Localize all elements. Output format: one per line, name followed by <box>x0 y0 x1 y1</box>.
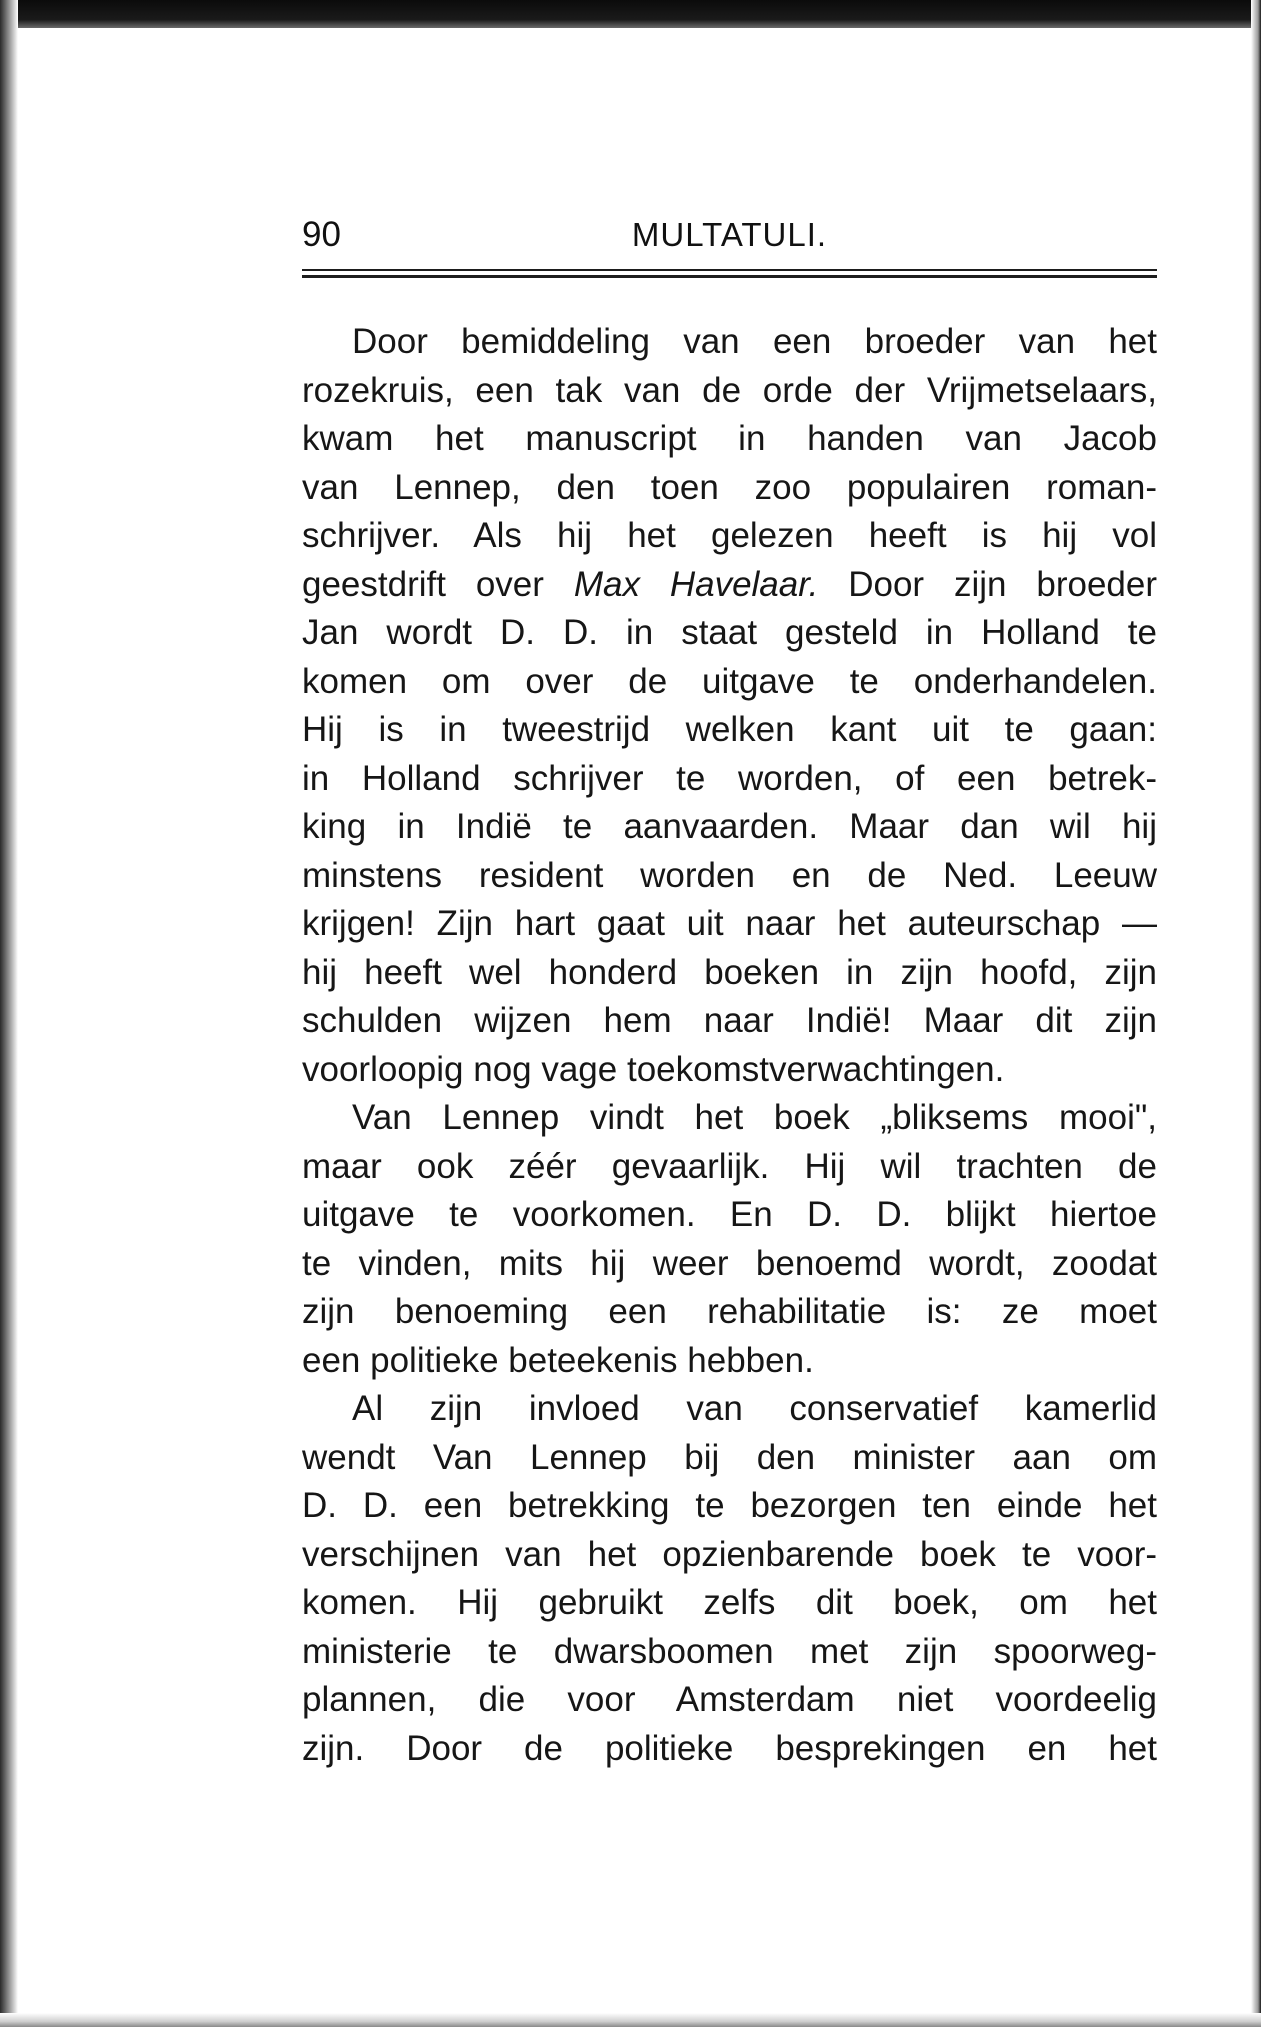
text-line: king in Indië te aanvaarden. Maar dan wil hij <box>302 807 1157 846</box>
text-line: krijgen! Zijn hart gaat uit naar het auteurschap — <box>302 904 1157 943</box>
running-title: MULTATULI. <box>631 216 828 253</box>
text-line: Al zijn invloed van conservatief kamerlid <box>352 1389 1157 1428</box>
header-rule-thin <box>302 269 1157 271</box>
text-line: Jan wordt D. D. in staat gesteld in Holland te <box>302 613 1157 652</box>
text-line: wendt Van Lennep bij den minister aan om <box>302 1437 1157 1477</box>
text-line: zijn. Door de politieke besprekingen en het <box>302 1728 1157 1768</box>
text-segment: Door zijn broeder <box>848 564 1157 604</box>
text-line: plannen, die voor Amsterdam niet voordeelig <box>302 1680 1157 1719</box>
text-line: komen om over de uitgave te onderhandelen. <box>302 661 1157 701</box>
text-line: verschijnen van het opzienbarende boek te voor- <box>302 1534 1157 1574</box>
scan-left-edge <box>0 0 18 2027</box>
header-rule-thick <box>302 275 1157 278</box>
text-line: Door bemiddeling van een broeder van het <box>352 322 1157 361</box>
text-line: D. D. een betrekking te bezorgen ten einde het <box>302 1486 1157 1525</box>
book-title-italic: Max Havelaar. <box>573 564 819 604</box>
text-line: schrijver. Als hij het gelezen heeft is hij vol <box>302 516 1157 555</box>
text-line: kwam het manuscript in handen van Jacob <box>302 419 1157 458</box>
text-line: maar ook zéér gevaarlijk. Hij wil trachten de <box>302 1146 1157 1186</box>
text-line: uitgave te voorkomen. En D. D. blijkt hiertoe <box>302 1195 1157 1234</box>
text-line: rozekruis, een tak van de orde der Vrijmetselaars, <box>302 370 1157 410</box>
text-line: Van Lennep vindt het boek „bliksems mooi", <box>352 1098 1157 1137</box>
text-line: komen. Hij gebruikt zelfs dit boek, om het <box>302 1583 1157 1622</box>
text-line: een politieke beteekenis hebben. <box>302 1340 814 1380</box>
scan-top-edge <box>0 0 1261 28</box>
text-line: ministerie te dwarsboomen met zijn spoorweg- <box>302 1631 1157 1671</box>
scan-right-edge <box>1251 0 1261 2027</box>
running-head <box>302 210 1157 260</box>
text-line: van Lennep, den toen zoo populairen roman- <box>302 467 1157 507</box>
text-line: hij heeft wel honderd boeken in zijn hoofd, zijn <box>302 952 1157 992</box>
text-line: zijn benoeming een rehabilitatie is: ze moet <box>302 1292 1157 1331</box>
text-line: schulden wijzen hem naar Indië! Maar dit zijn <box>302 1001 1157 1040</box>
page-number: 90 <box>302 215 341 254</box>
text-line: in Holland schrijver te worden, of een betrek- <box>302 758 1157 798</box>
scan-bottom-edge <box>0 2013 1261 2027</box>
text-line: minstens resident worden en de Ned. Leeuw <box>302 855 1157 895</box>
book-page <box>302 210 1157 1768</box>
text-line <box>302 561 1157 610</box>
text-line: Hij is in tweestrijd welken kant uit te gaan: <box>302 710 1157 749</box>
text-segment: geestdrift over <box>302 564 544 604</box>
text-line: voorloopig nog vage toekomstverwachtingen. <box>302 1049 1005 1089</box>
text-line: te vinden, mits hij weer benoemd wordt, zoodat <box>302 1243 1157 1283</box>
body-text <box>302 318 1157 1773</box>
